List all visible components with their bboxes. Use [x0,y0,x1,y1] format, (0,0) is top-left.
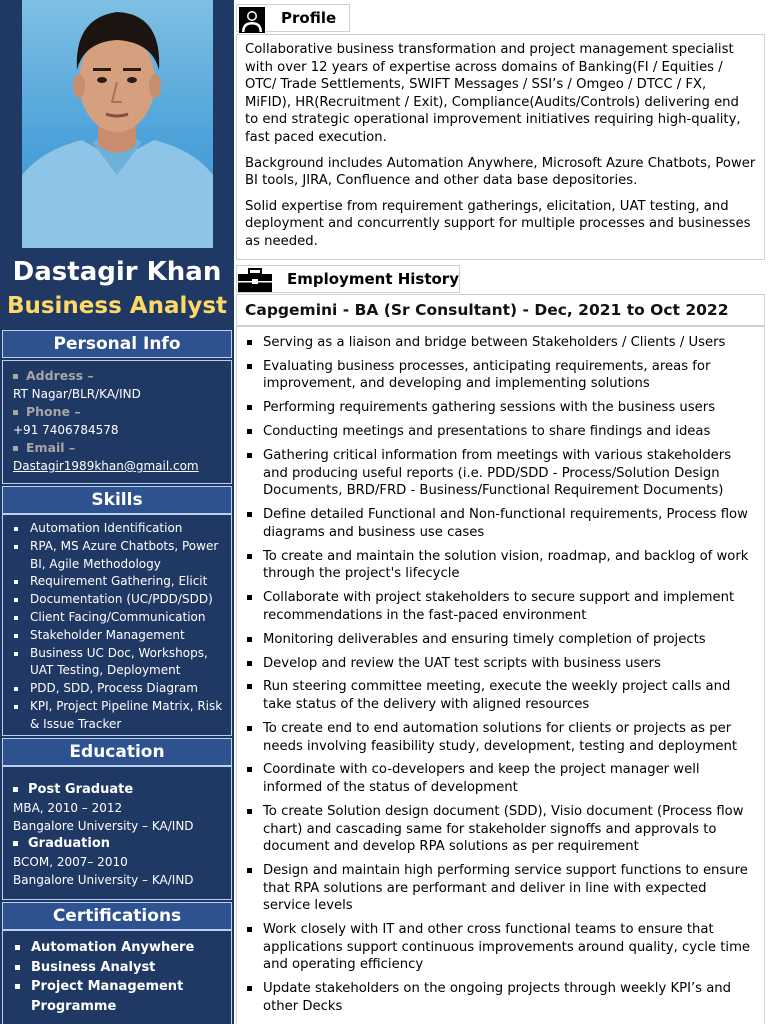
profile-title: Profile [281,9,337,27]
postgrad-label: Post Graduate [3,781,231,799]
skill-item: Business UC Doc, Workshops, UAT Testing, Deployment [3,645,227,681]
personal-info-header: Personal Info [2,330,232,358]
employment-tab [236,265,460,293]
skills-section [2,514,232,736]
responsibility-item: Develop and review the UAT test scripts with business users [237,655,764,673]
certifications-header: Certifications [2,902,232,930]
candidate-role: Business Analyst [6,293,228,319]
sidebar [0,0,234,1024]
profile-photo [22,0,213,248]
responsibility-item: Performing requirements gathering sessions with the business users [237,399,764,417]
certifications-list [3,938,231,1016]
responsibility-item: Evaluating business processes, anticipating requirements, areas for improvement, and developing and implementing solutions [237,358,764,393]
profile-paragraph: Solid expertise from requirement gatherings, elicitation, UAT testing, and deployment and concurrently support for multiple processes and businesses as needed. [245,198,751,249]
skills-header: Skills [2,486,232,514]
profile-tab [236,4,350,32]
candidate-name: Dastagir Khan [12,257,222,287]
responsibility-item: Update stakeholders on the ongoing projects through weekly KPI’s and other Decks [237,980,764,1015]
address-value: RT Nagar/BLR/KA/IND [13,387,141,401]
responsibility-item: To create Solution design document (SDD), Visio document (Process flow chart) and cascading same for stakeholder signoffs and approvals to document and develop RPA solutions as per requirement [237,803,764,856]
responsibility-item: Run steering committee meeting, execute the weekly project calls and take status of the delivery with aligned resources [237,678,764,713]
responsibility-item: Monitoring deliverables and ensuring timely completion of projects [237,631,764,649]
skill-item: KPI, Project Pipeline Matrix, Risk & Issue Tracker [3,698,227,734]
certification-item: Business Analyst [3,958,231,978]
skill-item: Stakeholder Management [3,627,227,645]
skill-item: Client Facing/Communication [3,609,227,627]
responsibility-item: Conducting meetings and presentations to share findings and ideas [237,423,764,441]
email-label: Email – [3,439,231,457]
responsibility-item: To create end to end automation solutions for clients or projects as per needs involving feasibility study, development, testing and deployment [237,720,764,755]
education-section [2,766,232,900]
certification-item: Project Management Programme [3,977,231,1016]
responsibility-item: Design and maintain high performing service support functions to ensure that RPA solutions are performant and deliver in line with expected service levels [237,862,764,915]
briefcase-icon [237,268,273,294]
responsibility-item: Gathering critical information from meetings with various stakeholders and producing useful reports (i.e. PDD/SDD - Process/Solution Design Documents, BRD/FRD - Business/Functional Requirement Documents) [237,447,764,500]
certifications-section [2,930,232,1024]
responsibility-item: Work closely with IT and other cross functional teams to ensure that applications support continuous improvements around quality, cycle time and operating efficiency [237,921,764,974]
responsibility-item: Collaborate with project stakeholders to secure support and implement recommendations in the fast-paced environment [237,589,764,624]
employment-title: Employment History [287,270,459,288]
personal-info-section [2,360,232,484]
phone-label: Phone – [3,403,231,421]
skill-item: Documentation (UC/PDD/SDD) [3,591,227,609]
person-icon [239,7,265,33]
job-title: Capgemini - BA (Sr Consultant) - Dec, 2021 to Oct 2022 [236,294,765,326]
skill-item: PDD, SDD, Process Diagram [3,680,227,698]
postgrad-degree: MBA, 2010 – 2012 [13,801,123,815]
responsibilities-list [237,334,764,1015]
responsibility-item: Serving as a liaison and bridge between Stakeholders / Clients / Users [237,334,764,352]
grad-degree: BCOM, 2007– 2010 [13,855,128,869]
email-link[interactable]: Dastagir1989khan@gmail.com [13,459,199,473]
grad-label: Graduation [3,835,231,853]
responsibility-item: To create and maintain the solution vision, roadmap, and backlog of work through the project's lifecycle [237,548,764,583]
address-label: Address – [3,367,231,385]
profile-section [236,34,765,260]
profile-paragraph: Collaborative business transformation and project management specialist with over 12 years of expertise across domains of Banking(FI / Equities / OTC/ Trade Settlements, SWIFT Messages / SSI’s / Omgeo / DTCC / FX, MiFID), HR(Recruitment / Exit), Compliance(Audits/Controls) delivering end to end strategic operational improvement initiatives requiring high-quality, fast paced execution. [245,42,741,145]
skill-item: RPA, MS Azure Chatbots, Power BI, Agile Methodology [3,538,227,574]
education-header: Education [2,738,232,766]
grad-school: Bangalore University – KA/IND [13,873,194,887]
skills-list [3,520,227,734]
certification-item: Automation Anywhere [3,938,231,958]
responsibility-item: Coordinate with co-developers and keep the project manager well informed of the status of development [237,761,764,796]
responsibility-item: Define detailed Functional and Non-functional requirements, Process flow diagrams and business use cases [237,506,764,541]
phone-value: +91 7406784578 [13,423,119,437]
employment-section [236,326,765,1024]
skill-item: Automation Identification [3,520,227,538]
postgrad-school: Bangalore University – KA/IND [13,819,194,833]
skill-item: Requirement Gathering, Elicit [3,573,227,591]
profile-paragraph: Background includes Automation Anywhere, Microsoft Azure Chatbots, Power BI tools, JIRA, Confluence and other data base depositories. [245,155,756,189]
